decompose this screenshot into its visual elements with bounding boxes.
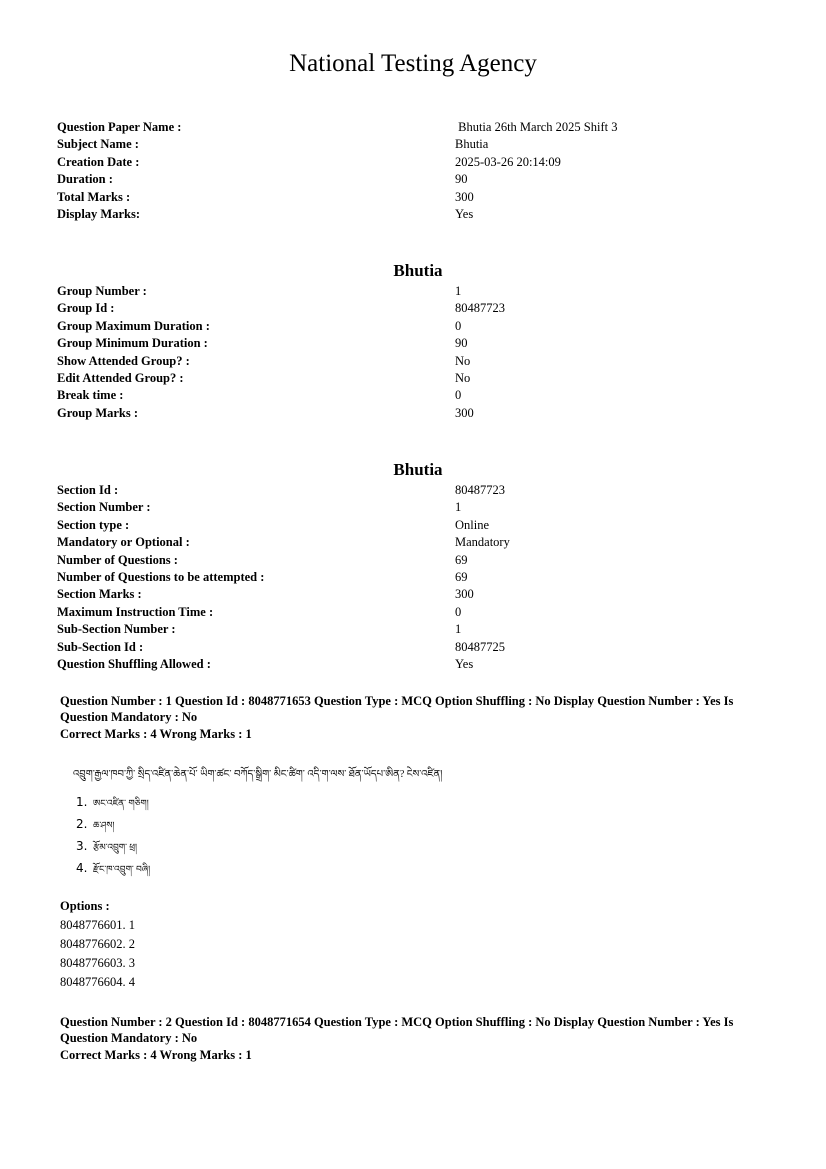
section-row xyxy=(57,552,757,569)
section-label: Number of Questions : xyxy=(57,552,178,567)
question-choice xyxy=(76,857,150,879)
option-item: 8048776602. 2 xyxy=(60,937,135,951)
section-label: Section Marks : xyxy=(57,587,142,602)
question-choices xyxy=(76,791,150,879)
section-value: Mandatory xyxy=(455,535,510,550)
question-text: འབྲུག་རྒྱལ་ཁབ་ཀྱི་ སྲིད་འཛིན་ཆེན་པོ་ ཡིག་ཚང་ བཀོད་སྒྲིག་ མིང་ཚིག་ འདི་ག་ལས་ ཐོན་ཡོདཔ་ཨིན? ངེས་འཛིན། xyxy=(73,769,443,780)
group-value: No xyxy=(455,353,471,368)
group-row xyxy=(57,353,757,370)
section-label: Section Id : xyxy=(57,483,119,497)
section-row xyxy=(57,639,757,656)
section-row xyxy=(57,604,757,621)
group-label: Group Number : xyxy=(57,284,147,298)
paper-info-row xyxy=(57,119,757,136)
paper-info-label: Display Marks: xyxy=(57,206,140,221)
option-item: 8048776604. 4 xyxy=(60,975,135,989)
section-row xyxy=(57,621,757,638)
question-choice xyxy=(76,791,150,813)
group-label: Break time : xyxy=(57,388,124,403)
group-row xyxy=(57,318,757,335)
choice-text: རྩོམ་འབྲུག་ ཕྲ། xyxy=(93,842,138,852)
paper-info-value: Bhutia xyxy=(455,137,489,152)
paper-info-row xyxy=(57,154,757,171)
section-label: Number of Questions to be attempted : xyxy=(57,569,265,584)
group-table xyxy=(57,283,757,422)
section-value: 300 xyxy=(455,587,474,602)
choice-number: 3. xyxy=(76,839,88,853)
choice-number: 4. xyxy=(76,861,88,875)
section-row xyxy=(57,656,757,673)
section-value: 80487723 xyxy=(455,483,505,497)
group-value: 0 xyxy=(455,318,462,333)
paper-info-value: 2025-03-26 20:14:09 xyxy=(455,154,561,169)
paper-info-label: Subject Name : xyxy=(57,137,139,152)
section-label: Section type : xyxy=(57,517,130,532)
section-value: 69 xyxy=(455,552,468,567)
paper-info-label: Question Paper Name : xyxy=(57,120,182,134)
section-value: Online xyxy=(455,517,490,532)
section-row xyxy=(57,517,757,534)
group-value: No xyxy=(455,370,471,385)
group-value: 300 xyxy=(455,405,474,420)
question-header-text: Question Number : 2 Question Id : 8048771654 Question Type : MCQ Option Shuffling : No Display Question Number : Yes Is Question Mandatory : No xyxy=(60,1015,734,1045)
choice-text: རྫོང་ཁ་འབྲུག་ བཞི། xyxy=(93,864,151,874)
section-label: Maximum Instruction Time : xyxy=(57,604,214,619)
section-row xyxy=(57,586,757,603)
paper-info-row xyxy=(57,189,757,206)
question-marks: Correct Marks : 4 Wrong Marks : 1 xyxy=(60,727,252,741)
question-choice xyxy=(76,813,150,835)
section-value: Yes xyxy=(455,656,474,671)
section-table xyxy=(57,482,757,673)
section-value: 1 xyxy=(455,500,462,515)
group-row xyxy=(57,370,757,387)
option-item: 8048776601. 1 xyxy=(60,918,135,932)
option-item: 8048776603. 3 xyxy=(60,956,135,970)
section-value: 0 xyxy=(455,604,462,619)
section-row xyxy=(57,534,757,551)
section-row xyxy=(57,482,757,499)
section-label: Mandatory or Optional : xyxy=(57,535,190,550)
page-title: National Testing Agency xyxy=(289,50,537,77)
paper-info-table xyxy=(57,119,757,223)
group-row xyxy=(57,405,757,422)
section-label: Sub-Section Id : xyxy=(57,639,144,654)
section-label: Sub-Section Number : xyxy=(57,622,176,637)
section-value: 69 xyxy=(455,569,468,584)
question-header xyxy=(60,1014,760,1063)
section-label: Question Shuffling Allowed : xyxy=(57,656,211,671)
section-heading: Bhutia xyxy=(393,460,443,479)
section-row xyxy=(57,499,757,516)
section-label: Section Number : xyxy=(57,500,151,515)
paper-info-row xyxy=(57,206,757,223)
group-row xyxy=(57,335,757,352)
paper-info-label: Creation Date : xyxy=(57,154,140,169)
group-label: Group Marks : xyxy=(57,405,139,420)
group-label: Edit Attended Group? : xyxy=(57,370,184,385)
section-row xyxy=(57,569,757,586)
group-label: Group Minimum Duration : xyxy=(57,336,208,351)
group-label: Group Id : xyxy=(57,301,115,316)
paper-info-row xyxy=(57,136,757,153)
paper-info-value: 90 xyxy=(455,172,468,187)
paper-info-value: 300 xyxy=(455,189,474,204)
group-heading: Bhutia xyxy=(393,261,443,280)
group-value: 1 xyxy=(455,284,462,298)
choice-text: ཨང་འཛིན་ གཅིག། xyxy=(93,798,149,808)
section-value: 80487725 xyxy=(455,639,505,654)
question-header-text: Question Number : 1 Question Id : 8048771653 Question Type : MCQ Option Shuffling : No Display Question Number : Yes Is Question Mandatory : No xyxy=(60,694,734,724)
paper-info-row xyxy=(57,171,757,188)
group-row xyxy=(57,387,757,404)
group-value: 90 xyxy=(455,336,468,351)
choice-text: ཆ་ཤས། xyxy=(93,820,115,830)
choice-number: 2. xyxy=(76,817,88,831)
section-value: 1 xyxy=(455,622,462,637)
paper-info-label: Duration : xyxy=(57,172,113,187)
options-list xyxy=(60,916,135,992)
group-value: 0 xyxy=(455,388,462,403)
question-header xyxy=(60,693,760,742)
group-label: Show Attended Group? : xyxy=(57,353,190,368)
paper-info-value: Yes xyxy=(455,206,474,221)
options-label: Options : xyxy=(60,899,110,913)
group-row xyxy=(57,300,757,317)
group-label: Group Maximum Duration : xyxy=(57,318,210,333)
paper-info-label: Total Marks : xyxy=(57,189,131,204)
choice-number: 1. xyxy=(76,795,88,809)
group-value: 80487723 xyxy=(455,301,505,316)
group-row xyxy=(57,283,757,300)
question-choice xyxy=(76,835,150,857)
paper-info-value: Bhutia 26th March 2025 Shift 3 xyxy=(455,120,618,134)
question-marks: Correct Marks : 4 Wrong Marks : 1 xyxy=(60,1048,252,1062)
